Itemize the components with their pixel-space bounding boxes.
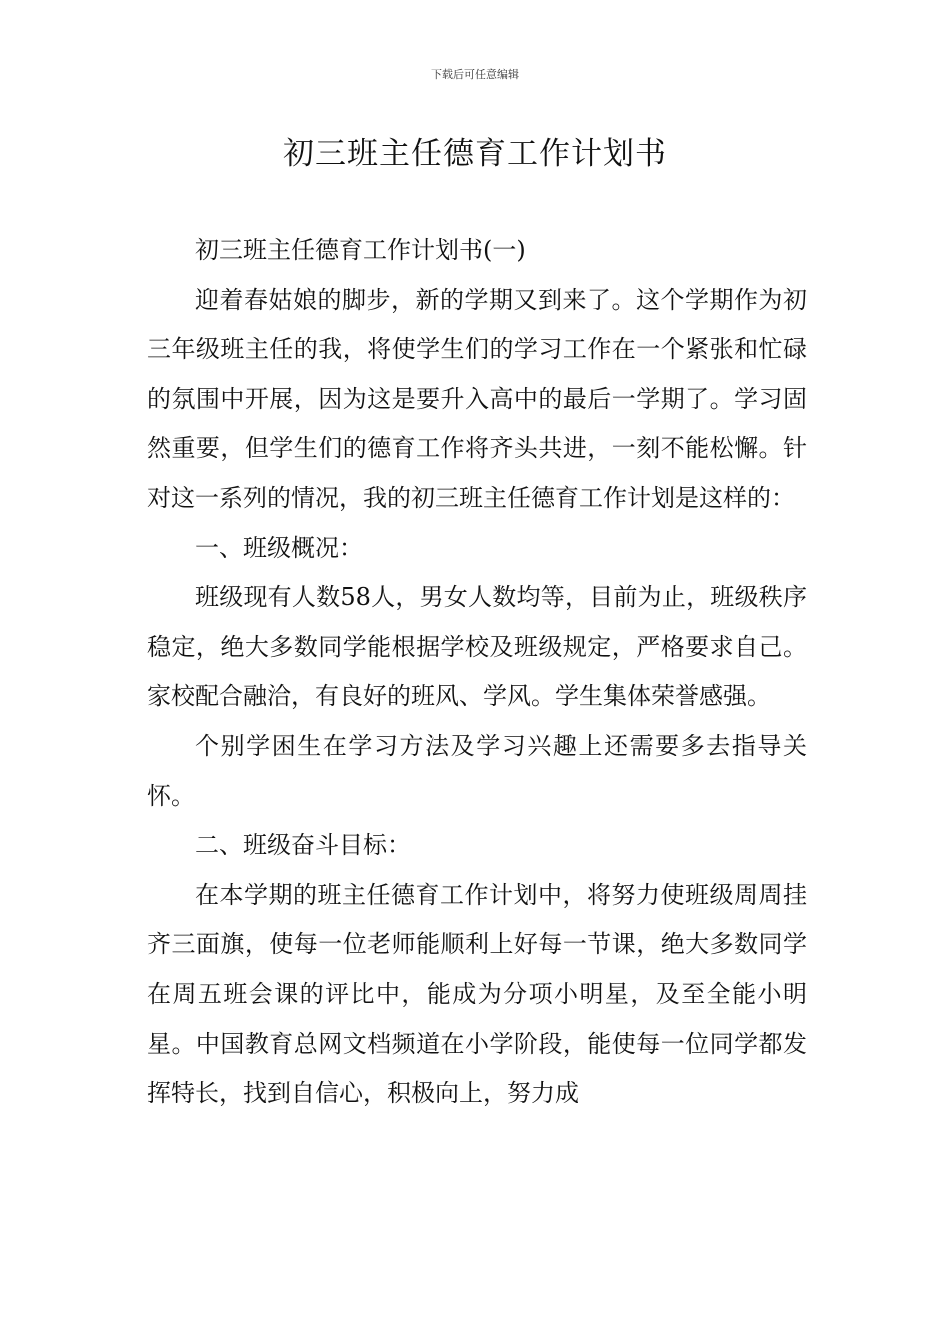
- header-note: 下载后可任意编辑: [431, 68, 519, 81]
- class-overview-paragraph: 班级现有人数58人，男女人数均等，目前为止，班级秩序稳定，绝大多数同学能根据学校及班级规定，严格要求自己。家校配合融洽，有良好的班风、学风。学生集体荣誉感强。: [147, 583, 807, 711]
- section-heading-class-overview: 一、班级概况：: [195, 533, 363, 562]
- struggling-students-paragraph: 个别学困生在学习方法及学习兴趣上还需要多去指导关怀。: [147, 731, 807, 810]
- section-heading-class-goals: 二、班级奋斗目标：: [195, 831, 411, 860]
- class-goals-paragraph: 在本学期的班主任德育工作计划中，将努力使班级周周挂齐三面旗，使每一位老师能顺利上好每一节课，绝大多数同学在周五班会课的评比中，能成为分项小明星，及至全能小明星。中国教育总网文档频道在小学阶段，能使每一位同学都发挥特长，找到自信心，积极向上，努力成: [147, 880, 807, 1108]
- intro-paragraph: 迎着春姑娘的脚步，新的学期又到来了。这个学期作为初三年级班主任的我，将使学生们的学习工作在一个紧张和忙碌的氛围中开展，因为这是要升入高中的最后一学期了。学习固然重要，但学生们的德育工作将齐头共进，一刻不能松懈。针对这一系列的情况，我的初三班主任德育工作计划是这样的：: [147, 285, 807, 512]
- subtitle-paragraph: 初三班主任德育工作计划书(一): [195, 236, 526, 264]
- document-body: [147, 226, 807, 1119]
- document-title: 初三班主任德育工作计划书: [283, 136, 667, 172]
